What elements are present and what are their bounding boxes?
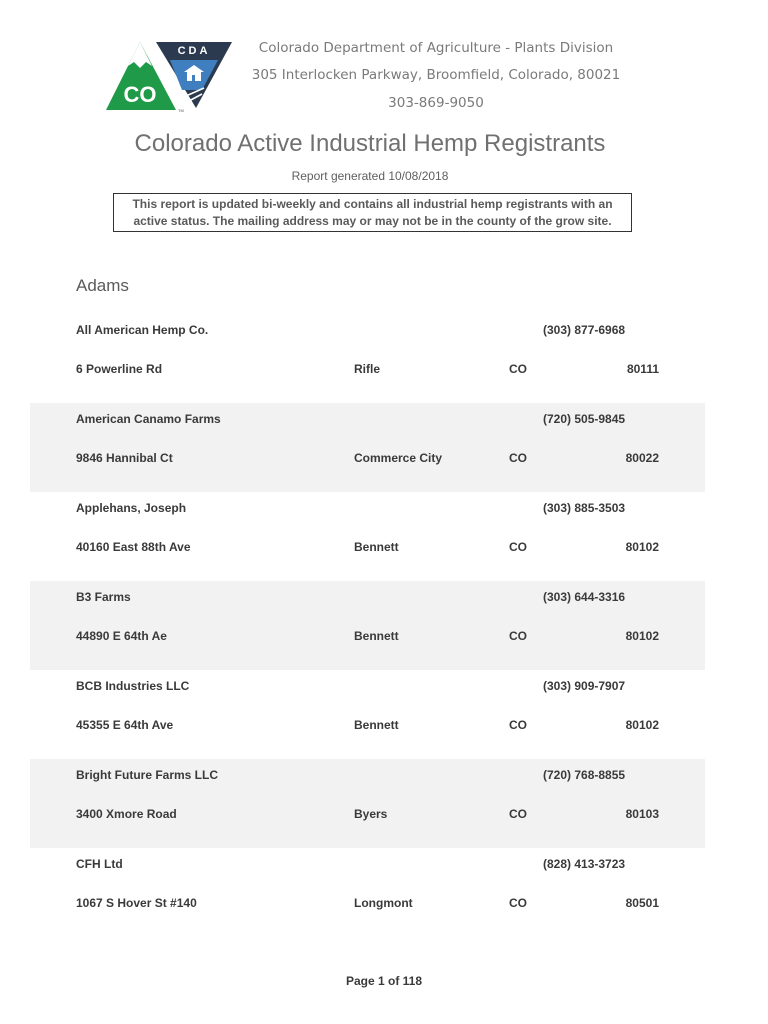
registrant-city: Longmont [354, 896, 413, 910]
notice-line-1: This report is updated bi-weekly and contains all industrial hemp registrants with an [132, 197, 613, 211]
registrant-street: 44890 E 64th Ae [76, 629, 167, 643]
cda-logo [104, 38, 236, 114]
registrant-zip: 80111 [626, 362, 659, 376]
registrant-name: Applehans, Joseph [76, 501, 187, 515]
registrant-name: American Canamo Farms [76, 412, 221, 426]
registrant-city: Commerce City [354, 451, 443, 465]
report-date: Report generated 10/08/2018 [291, 169, 449, 183]
registrant-city: Rifle [354, 362, 381, 376]
registrant-record [30, 759, 705, 848]
registrant-phone: (720) 505-9845 [543, 412, 626, 426]
org-phone: 303-869-9050 [388, 95, 484, 111]
registrant-record [30, 314, 705, 403]
logo-cda-text: CDA [177, 45, 211, 57]
registrant-phone: (720) 768-8855 [543, 768, 626, 782]
registrant-city: Bennett [354, 540, 399, 554]
registrant-record [30, 581, 705, 670]
registrant-state: CO [509, 807, 527, 821]
county-heading: Adams [76, 276, 129, 295]
page-number: Page 1 of 118 [345, 974, 423, 988]
registrant-zip: 80103 [625, 807, 659, 821]
registrant-name: BCB Industries LLC [76, 679, 190, 693]
registrant-street: 9846 Hannibal Ct [76, 451, 173, 465]
registrant-record [30, 670, 705, 759]
registrant-name: CFH Ltd [76, 857, 123, 871]
registrant-phone: (303) 885-3503 [543, 501, 626, 515]
report-title: Colorado Active Industrial Hemp Registrants [134, 130, 606, 157]
registrant-phone: (303) 644-3316 [543, 590, 626, 604]
registrant-record [30, 848, 705, 937]
registrant-city: Byers [354, 807, 388, 821]
registrant-street: 45355 E 64th Ave [76, 718, 174, 732]
logo-trademark: TM [178, 108, 184, 113]
org-name: Colorado Department of Agriculture - Plants Division [258, 40, 614, 56]
registrant-street: 1067 S Hover St #140 [76, 896, 197, 910]
registrant-street: 40160 East 88th Ave [76, 540, 191, 554]
logo-co-text: CO [123, 82, 157, 107]
registrant-phone: (828) 413-3723 [543, 857, 626, 871]
registrant-phone: (303) 877-6968 [543, 323, 626, 337]
registrant-state: CO [509, 896, 527, 910]
registrant-street: 3400 Xmore Road [76, 807, 177, 821]
registrant-state: CO [509, 718, 527, 732]
registrant-record [30, 403, 705, 492]
registrant-name: B3 Farms [76, 590, 131, 604]
registrant-name: All American Hemp Co. [76, 323, 209, 337]
registrant-phone: (303) 909-7907 [543, 679, 626, 693]
org-address: 305 Interlocken Parkway, Broomfield, Colorado, 80021 [251, 67, 621, 83]
registrant-city: Bennett [354, 629, 399, 643]
registrant-state: CO [509, 362, 527, 376]
registrant-zip: 80102 [625, 718, 659, 732]
registrant-zip: 80501 [625, 896, 659, 910]
registrant-zip: 80102 [625, 540, 659, 554]
registrant-record [30, 492, 705, 581]
notice-box [113, 193, 632, 232]
registrant-state: CO [509, 540, 527, 554]
registrant-street: 6 Powerline Rd [76, 362, 163, 376]
notice-line-2: active status. The mailing address may or may not be in the county of the grow site. [133, 214, 612, 228]
registrant-list [30, 314, 705, 937]
registrant-zip: 80022 [625, 451, 659, 465]
registrant-state: CO [509, 629, 527, 643]
registrant-city: Bennett [354, 718, 399, 732]
registrant-zip: 80102 [625, 629, 659, 643]
registrant-state: CO [509, 451, 527, 465]
registrant-name: Bright Future Farms LLC [76, 768, 219, 782]
